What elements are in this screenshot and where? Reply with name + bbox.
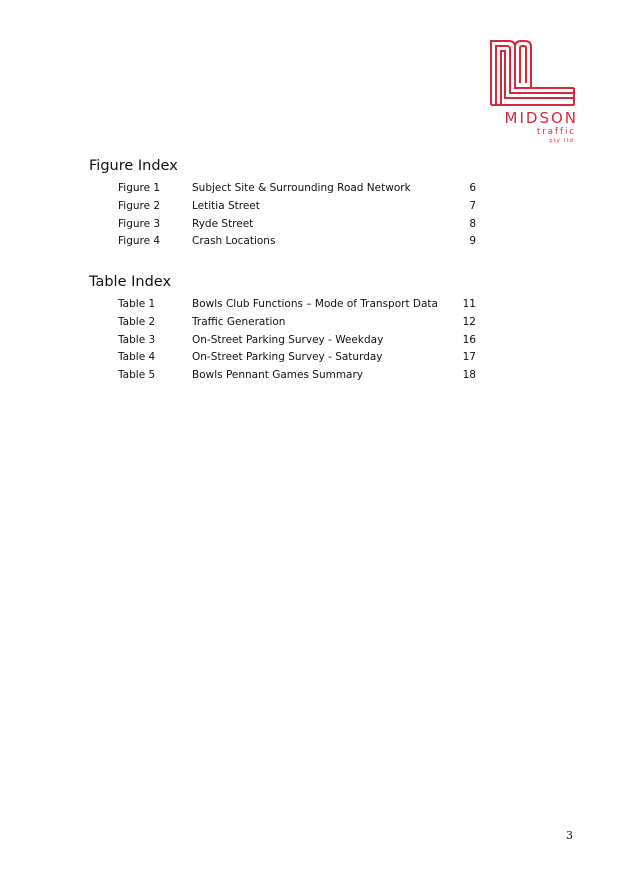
row-label: Figure 4 — [118, 235, 161, 247]
row-label: Figure 2 — [118, 200, 161, 212]
row-page-number: 7 — [469, 200, 476, 212]
row-page-number: 9 — [469, 235, 476, 247]
row-title: Bowls Club Functions – Mode of Transport Data — [192, 298, 438, 310]
row-title: Ryde Street — [192, 218, 254, 230]
row-label: Table 2 — [118, 316, 156, 328]
row-title: Subject Site & Surrounding Road Network — [192, 182, 411, 194]
logo-small-text: pty ltd — [549, 138, 574, 144]
logo-name: MIDSON — [504, 109, 578, 127]
row-page-number: 17 — [462, 351, 476, 363]
table-index-row — [118, 367, 476, 383]
row-page-number: 8 — [469, 218, 476, 230]
table-index-heading: Table Index — [89, 274, 172, 290]
row-title: Letitia Street — [192, 200, 260, 212]
midson-logo-mark-icon — [488, 38, 576, 108]
row-label: Table 3 — [118, 334, 156, 346]
row-page-number: 16 — [462, 334, 476, 346]
table-index-row — [118, 314, 476, 330]
figure-index-row — [118, 198, 476, 214]
row-title: On-Street Parking Survey - Saturday — [192, 351, 383, 363]
row-page-number: 12 — [462, 316, 476, 328]
row-title: On-Street Parking Survey - Weekday — [192, 334, 384, 346]
row-label: Table 5 — [118, 369, 156, 381]
row-page-number: 6 — [469, 182, 476, 194]
row-page-number: 11 — [462, 298, 476, 310]
row-label: Table 4 — [118, 351, 156, 363]
row-page-number: 18 — [462, 369, 476, 381]
figure-index-row — [118, 233, 476, 249]
row-label: Table 1 — [118, 298, 156, 310]
figure-index-row — [118, 216, 476, 232]
row-title: Bowls Pennant Games Summary — [192, 369, 364, 381]
row-title: Traffic Generation — [192, 316, 286, 328]
logo-subtitle: traffic — [536, 127, 576, 137]
figure-index-heading: Figure Index — [89, 158, 178, 174]
row-label: Figure 1 — [118, 182, 161, 194]
row-title: Crash Locations — [192, 235, 276, 247]
table-index-row — [118, 296, 476, 312]
figure-index-row — [118, 180, 476, 196]
table-index-row — [118, 349, 476, 365]
page-number: 3 — [566, 829, 573, 842]
midson-traffic-logo — [486, 38, 578, 146]
table-index-row — [118, 332, 476, 348]
row-label: Figure 3 — [118, 218, 161, 230]
